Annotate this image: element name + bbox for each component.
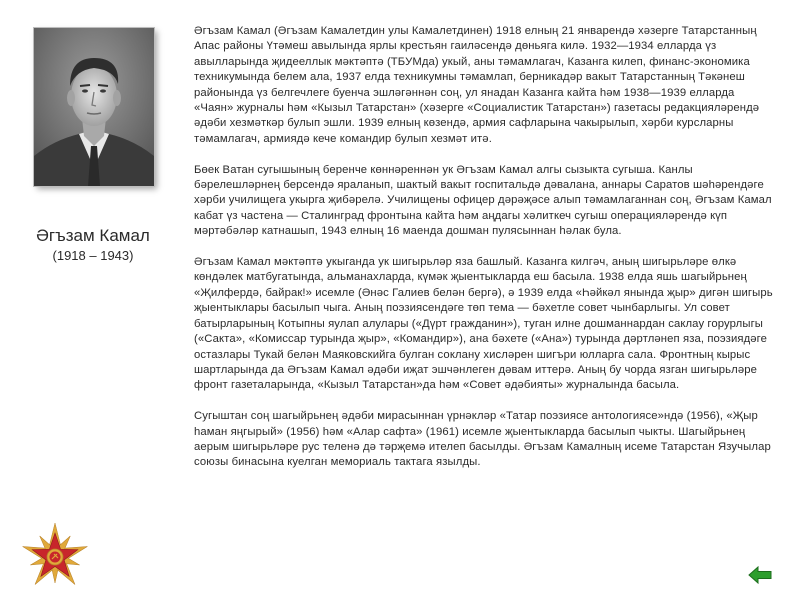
portrait-photo [34, 28, 154, 186]
biography-paragraph: Әгъзам Камал мәктәптә укыганда ук шигырьләр яза башлый. Казанга килгәч, аның шигырьләре өлкә көндәлек матбугатында, альманахларда, күмәк җыентыкларда еш басыла. 1938 елда яшь шагыйрьнең «Җилфердә, байрак!» исемле (Әнәс Галиев белән бергә), ә 1939 елда «Һәйкәл янында җыр» дигән шигырь җыентыклары басылып чыга. Аның поэзиясендәге төп тема — бәхетле совет чынбарлыгы. Ул совет батырларының Котыпны яулап алулары («Дүрт гражданин»), туган илне дошманнардан саклау горурлыгы («Сакта», «Комиссар турында җыр», «Командир»), ана бәхете («Ана») турында дәртләнеп яза, поэзиядәге остазлары Тукай белән Маяковскийга булган соклану хисләрен шигъри юлларга сала. Фронтның кырыс шартларында да Әгъзам Камал әдәби иҗат эшчәнлеген дәвам иттерә. Аның бу чорда язган шигырьләре фронт газеталарында, «Кызыл Татарстан»да һәм «Совет әдәбияты» журналында басыла. [194, 256, 773, 392]
biography-paragraph: Әгъзам Камал (Әгъзам Камалетдин улы Камалетдинен) 1918 елның 21 январендә хәзерге Татарстанның Апас районы Үтәмеш авылында ярлы крестьян гаиләсендә дөньяга килә. 1932—1934 елларда үз авылларында җидееллык мәктәптә (ТБУМда) укый, аны тәмамлагач, Казанга килеп, финанс-экономика техникумында белем ала, 1937 елда техникумны тәмамлап, берникадәр вакыт Татарстанның Тәкәнеш районында үз белгечлеге буенча эшләгәннән соң, ул янадан Казанга кайта һәм 1938—1939 елларда «Чаян» журналы һәм «Кызыл Татарстан» (хәзерге «Социалистик Татарстан») газетасы редакцияләрендә әдәби хезмәткәр булып эшли. 1939 елның көзендә, армия сафларына чакырылып, хәрби курсларны тәмамлагач, армиядә кече командир булып хезмәт итә. [194, 25, 760, 145]
biography-text [194, 24, 776, 486]
person-name: Әгъзам Камал [36, 226, 150, 245]
back-arrow-icon[interactable] [748, 566, 772, 584]
order-patriotic-war-icon [20, 522, 90, 592]
person-years: (1918 – 1943) [52, 248, 134, 263]
biography-paragraph: Бөек Ватан сугышының беренче көннәреннән ук Әгъзам Камал алгы сызыкта сугыша. Канлы бәрелешләрнең берсендә яраланып, шактый вакыт госпитальдә дәвалана, аннары Саратов шәһәрендәге хәрби училищега укырга җибәрелә. Училищены офицер дәрәҗәсе алып тәмамлаганнан соң, Әгъзам Камал кабат үз частена — Сталинград фронтына кайта һәм аңдагы хәлиткеч сугыш операцияләрендә күп мәртәбәләр катнашып, 1943 елның 16 маенда дошман пулясыннан һәлак була. [194, 163, 772, 238]
biography-paragraph: Сугыштан соң шагыйрьнең әдәби мирасыннан үрнәкләр «Татар поэзиясе антологиясе»ндә (1956), «Җыр һаман яңгырый» (1956) һәм «Алар сафта» (1961) исемле җыентыкларда басылып чыкты. Шагыйрьнең аерым шигырьләре рус теленә дә тәрҗемә ителеп басылды. Әгъзам Камалның исеме Татарстан Язучылар союзы бинасына куелган мемориаль тактага язылды. [194, 410, 771, 469]
portrait-image [34, 28, 154, 186]
